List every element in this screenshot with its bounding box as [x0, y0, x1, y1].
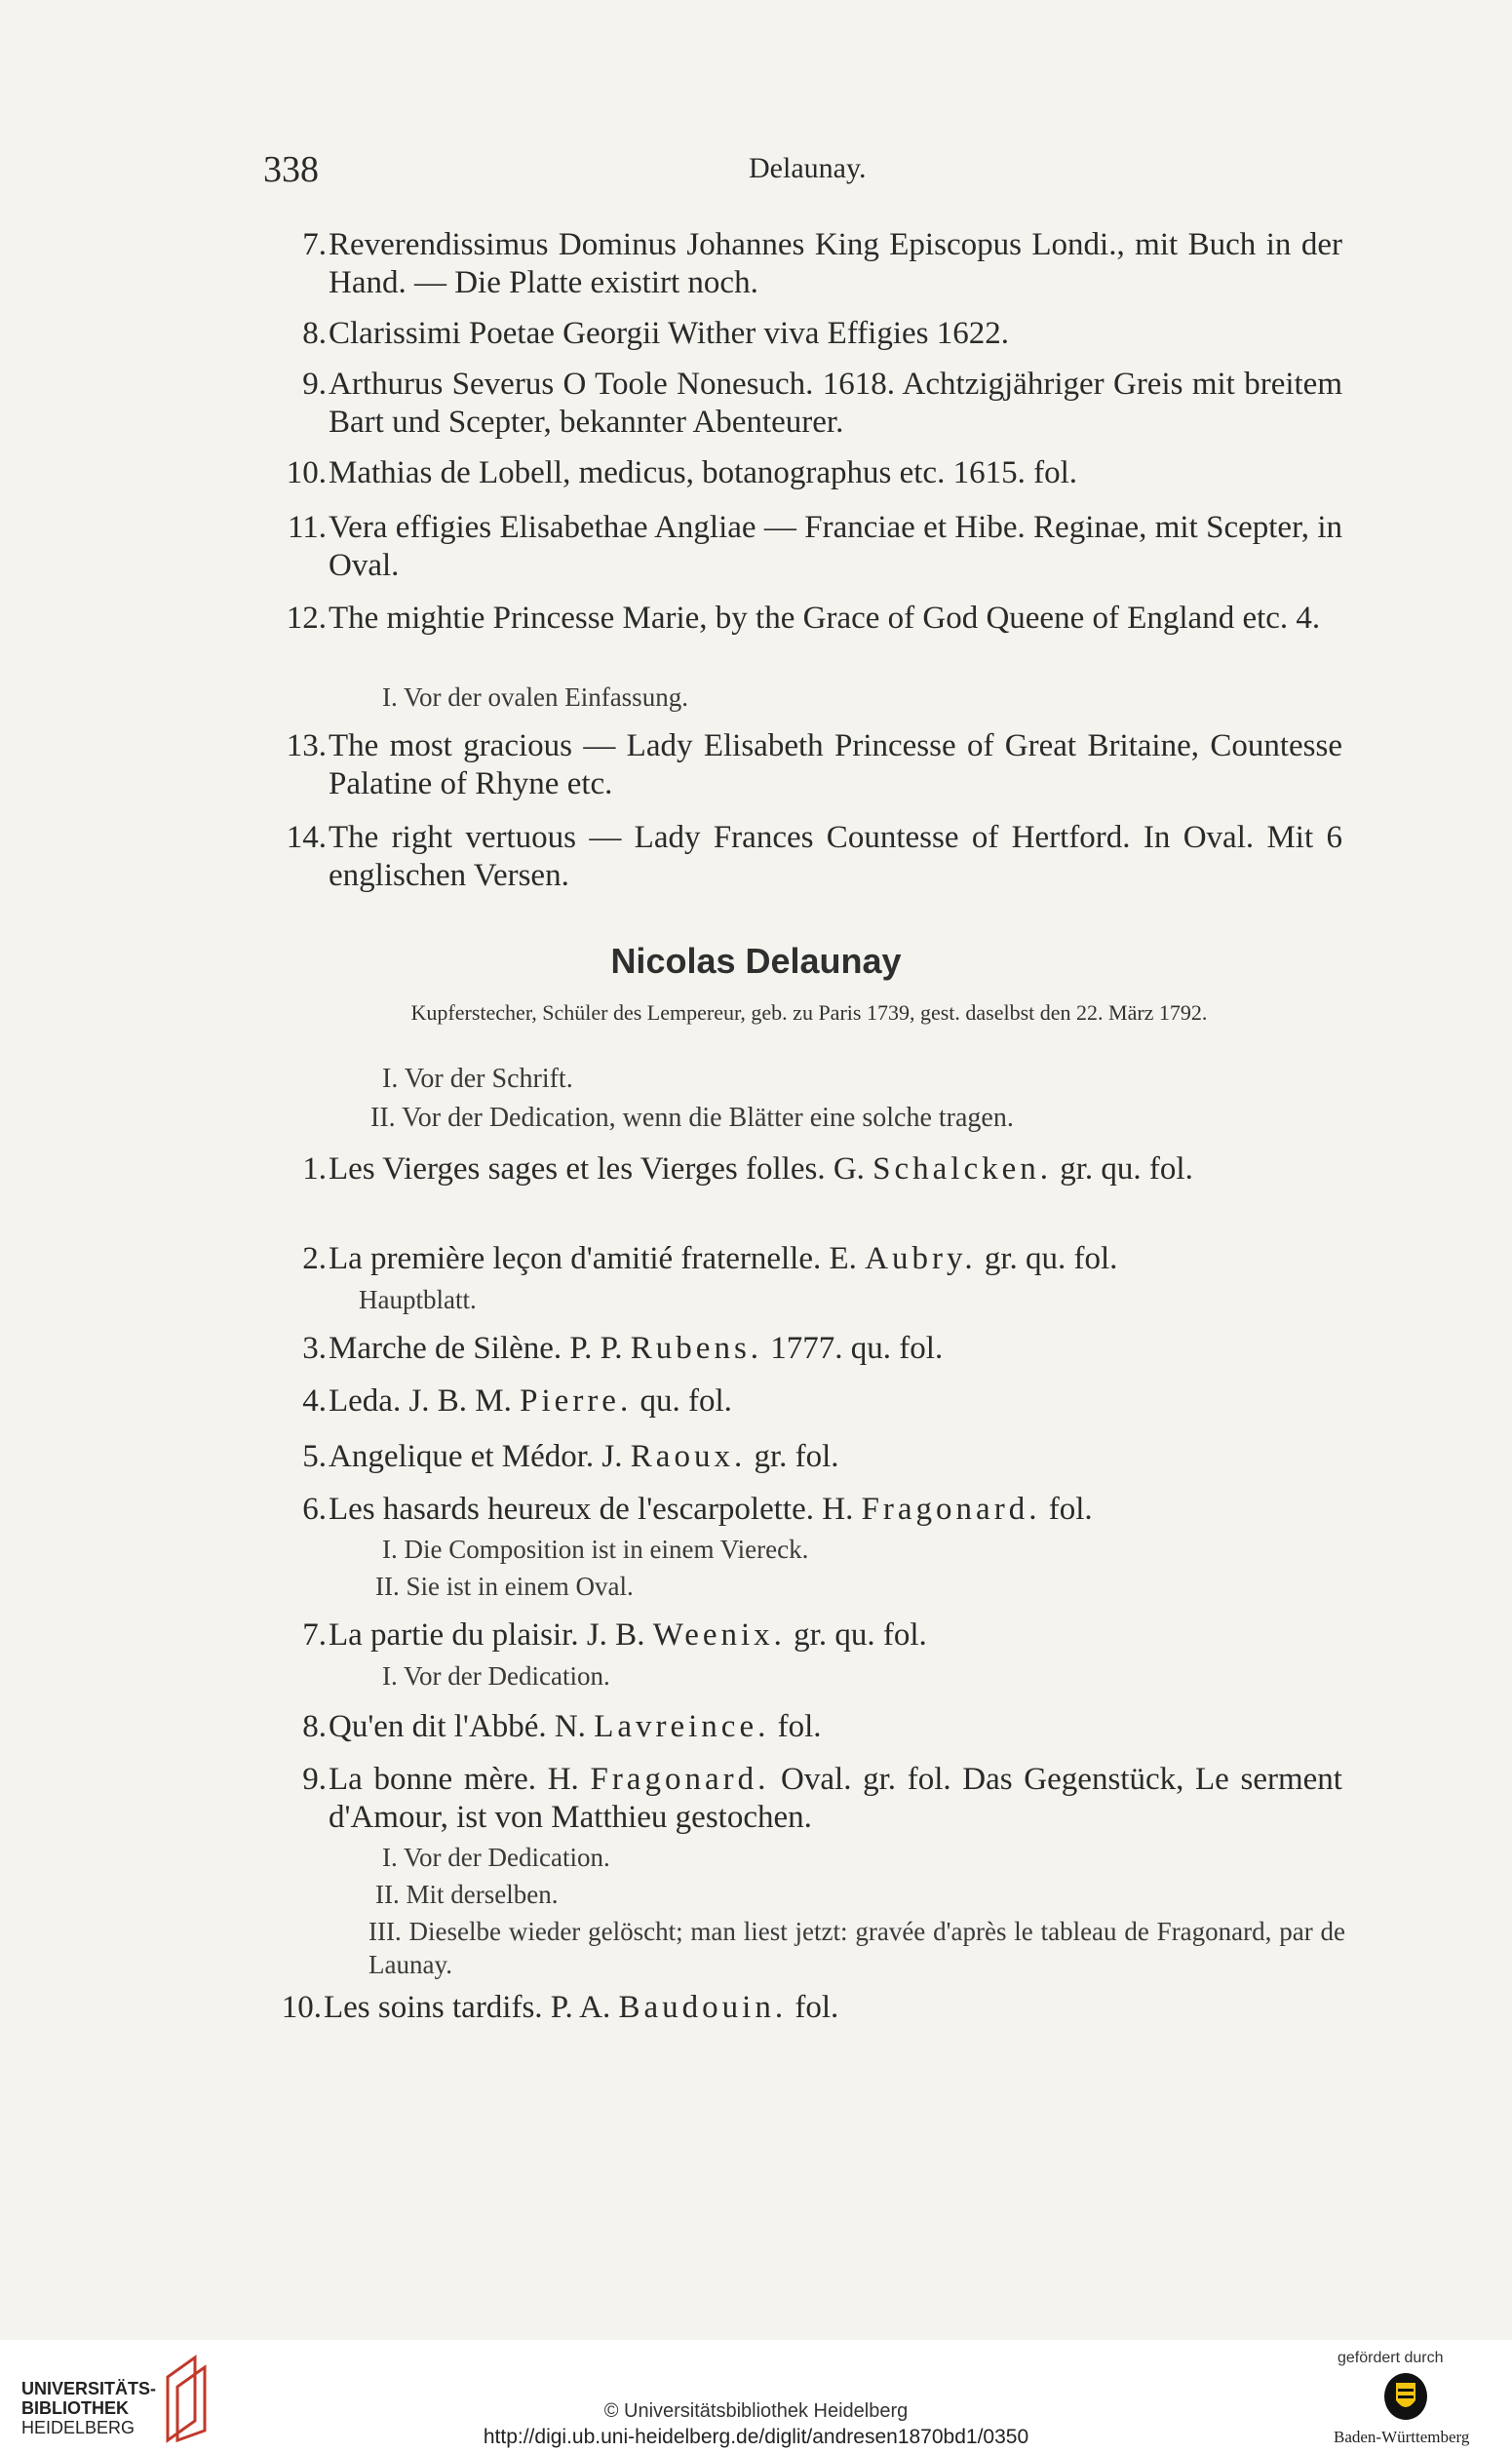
entry-text: Les Vierges sages et les Vierges folles. G. Schalcken. gr. qu. fol.: [329, 1151, 1193, 1187]
entry-text: Vera effigies Elisabethae Angliae — Franciae et Hibe. Reginae, mit Scepter, in Oval.: [329, 510, 1342, 583]
state-note: I. Die Composition ist in einem Viereck.: [382, 1535, 809, 1564]
list-item: [278, 819, 1350, 897]
entry-text: Qu'en dit l'Abbé. N. Lavreince. fol.: [329, 1709, 822, 1744]
entry-number: 5.: [302, 1439, 327, 1474]
state-note: II. Mit derselben.: [375, 1880, 559, 1909]
entry-number: 10.: [281, 1990, 322, 2025]
entry-text: The most gracious — Lady Elisabeth Princesse of Great Britaine, Countesse Palatine of Rhyne etc.: [329, 728, 1342, 801]
section-title: Nicolas Delaunay: [610, 941, 902, 981]
list-item: [278, 1616, 1350, 1655]
artist-name: Raoux.: [630, 1439, 747, 1474]
entry-text: Arthurus Severus O Toole Nonesuch. 1618. Achtzigjähriger Greis mit breitem Bart und Scepter, bekannter Abenteurer.: [329, 367, 1342, 440]
list-item: [278, 1150, 1350, 1228]
list-item: [278, 1438, 1350, 1477]
artist-name: Fragonard.: [590, 1762, 770, 1797]
state-note: II. Sie ist in einem Oval.: [375, 1572, 634, 1601]
list-item: [278, 226, 1350, 304]
copyright-text: © Universitätsbibliothek Heidelberg: [603, 2400, 909, 2422]
running-title: Delaunay.: [749, 152, 867, 184]
list-item: [278, 454, 1350, 493]
state-note: I. Vor der Dedication.: [382, 1843, 610, 1872]
page-header: [263, 148, 1345, 197]
artist-name: Lavreince.: [594, 1709, 770, 1744]
state-note: Hauptblatt.: [359, 1285, 477, 1314]
entry-number: 1.: [302, 1151, 327, 1187]
list-item: [278, 509, 1350, 587]
entry-number: 13.: [286, 728, 327, 763]
sponsor-label: gefördert durch: [1338, 2350, 1444, 2366]
state-note: I. Vor der Schrift.: [382, 1064, 573, 1094]
state-note: I. Vor der ovalen Einfassung.: [382, 682, 688, 712]
artist-name: Rubens.: [630, 1331, 763, 1366]
entry-text: La bonne mère. H. Fragonard. Oval. gr. fol. Das Gegenstück, Le serment d'Amour, ist von Matthieu gestochen.: [329, 1762, 1342, 1835]
list-item: [278, 366, 1350, 444]
entry-text: Leda. J. B. M. Pierre. qu. fol.: [329, 1383, 732, 1419]
entry-text: Reverendissimus Dominus Johannes King Episcopus Londi., mit Buch in der Hand. — Die Platte existirt noch.: [329, 227, 1342, 300]
entry-number: 14.: [286, 820, 327, 855]
permalink-url[interactable]: http://digi.ub.uni-heidelberg.de/diglit/andresen1870bd1/0350: [483, 2426, 1029, 2448]
entry-text: La partie du plaisir. J. B. Weenix. gr. qu. fol.: [329, 1617, 927, 1653]
entry-text: Clarissimi Poetae Georgii Wither viva Effigies 1622.: [329, 316, 1009, 351]
list-item: [278, 1491, 1350, 1530]
entry-number: 9.: [302, 1762, 327, 1797]
entry-text: Marche de Silène. P. P. Rubens. 1777. qu. fol.: [329, 1331, 944, 1366]
entry-number: 6.: [302, 1492, 327, 1527]
list-item: [278, 727, 1350, 805]
entry-text: Les hasards heureux de l'escarpolette. H. Fragonard. fol.: [329, 1492, 1093, 1527]
list-item: [278, 315, 1350, 354]
artist-name: Pierre.: [520, 1383, 633, 1419]
list-item: [278, 1761, 1350, 1839]
state-note: III. Dieselbe wieder gelöscht; man liest jetzt: gravée d'après le tableau de Fragonard, par de Launay.: [368, 1917, 1345, 1979]
list-item: [278, 1382, 1350, 1421]
artist-intro: Kupferstecher, Schüler des Lempereur, geb. zu Paris 1739, gest. daselbst den 22. März 1792.: [410, 1000, 1208, 1025]
footer-bar: [0, 2340, 1512, 2453]
library-logo-text: UNIVERSITÄTS- BIBLIOTHEK HEIDELBERG: [21, 2379, 157, 2437]
list-item: [278, 1708, 1350, 1747]
entry-number: 2.: [302, 1241, 327, 1276]
entry-number: 10.: [286, 455, 327, 490]
artist-name: Weenix.: [652, 1617, 786, 1653]
entry-number: 4.: [302, 1383, 327, 1419]
page-number: 338: [263, 149, 319, 190]
state-coat-of-arms-icon: [1382, 2371, 1429, 2422]
artist-name: Aubry.: [865, 1241, 977, 1276]
entry-text: The right vertuous — Lady Frances Countesse of Hertford. In Oval. Mit 6 englischen Versen.: [329, 820, 1342, 893]
list-item: [278, 1330, 1350, 1369]
entry-number: 8.: [302, 1709, 327, 1744]
list-item: [278, 1240, 1350, 1279]
entry-number: 9.: [302, 367, 327, 402]
entry-text: Angelique et Médor. J. Raoux. gr. fol.: [329, 1439, 839, 1474]
entry-number: 7.: [302, 227, 327, 262]
artist-name: Schalcken.: [872, 1151, 1053, 1187]
entry-text: The mightie Princesse Marie, by the Grace of God Queene of England etc. 4.: [329, 601, 1321, 636]
state-note: I. Vor der Dedication.: [382, 1661, 610, 1691]
entry-text: Mathias de Lobell, medicus, botanographus etc. 1615. fol.: [329, 455, 1077, 490]
entry-number: 12.: [286, 601, 327, 636]
entry-text: Les soins tardifs. P. A. Baudouin. fol.: [324, 1990, 839, 2025]
list-item: [278, 600, 1350, 678]
entry-number: 7.: [302, 1617, 327, 1653]
entry-number: 3.: [302, 1331, 327, 1366]
list-item: [273, 1989, 1345, 2028]
entry-text: La première leçon d'amitié fraternelle. E. Aubry. gr. qu. fol.: [329, 1241, 1118, 1276]
entry-number: 8.: [302, 316, 327, 351]
entry-number: 11.: [287, 510, 327, 545]
artist-name: Baudouin.: [618, 1990, 788, 2025]
state-note: II. Vor der Dedication, wenn die Blätter eine solche tragen.: [370, 1103, 1014, 1133]
sponsor-name: Baden-Württemberg: [1334, 2428, 1470, 2446]
artist-name: Fragonard.: [861, 1492, 1041, 1527]
